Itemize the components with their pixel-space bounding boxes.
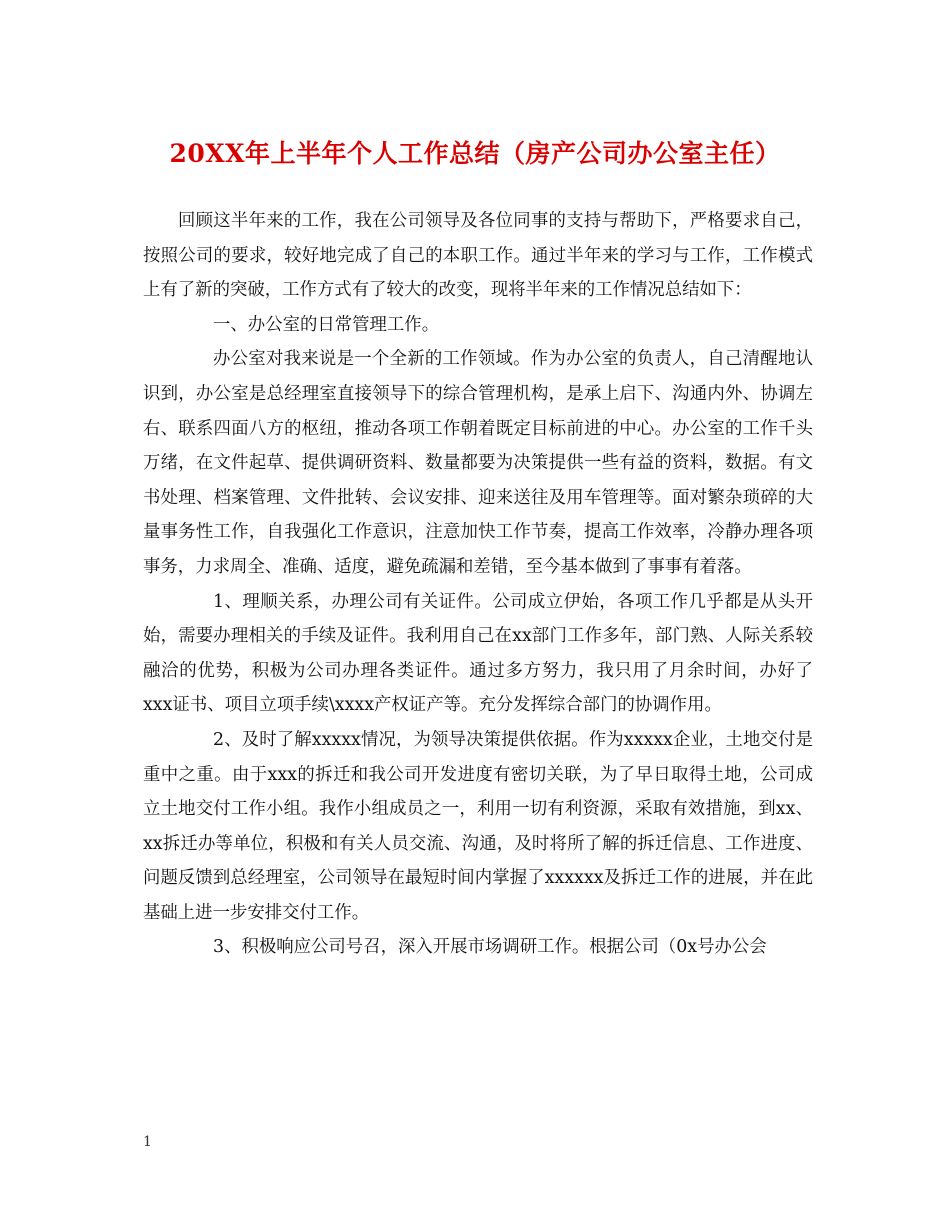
item-1-paragraph: 1、理顺关系，办理公司有关证件。公司成立伊始，各项工作几乎都是从头开始，需要办理相关的手续及证件。我利用自己在xx部门工作多年，部门熟、人际关系较融洽的优势，积极为公司办理各类证件。通过多方努力，我只用了月余时间，办好了xxx证书、项目立项手续\xxxx产权证产等。充分发挥综合部门的协调作用。 xyxy=(143,591,813,716)
intro-paragraph: 回顾这半年来的工作，我在公司领导及各位同事的支持与帮助下，严格要求自己，按照公司的要求，较好地完成了自己的本职工作。通过半年来的学习与工作，工作模式上有了新的突破，工作方式有了较大的改变，现将半年来的工作情况总结如下： xyxy=(143,211,813,301)
item-3-paragraph: 3、积极响应公司号召，深入开展市场调研工作。根据公司（0x号办公会 xyxy=(213,937,767,958)
section-heading-office-management: 一、办公室的日常管理工作。 xyxy=(213,314,440,335)
item-2-paragraph: 2、及时了解xxxxx情况，为领导决策提供依据。作为xxxxx企业，土地交付是重中之重。由于xxx的拆迁和我公司开发进度有密切关联，为了早日取得土地，公司成立土地交付工作小组。我作小组成员之一，利用一切有利资源，采取有效措施，到xx、xx拆迁办等单位，积极和有关人员交流、沟通，及时将所了解的拆迁信息、工作进度、问题反馈到总经理室，公司领导在最短时间内掌握了xxxxxx及拆迁工作的进展，并在此基础上进一步安排交付工作。 xyxy=(143,729,813,923)
page-number: 1 xyxy=(143,1134,152,1150)
office-management-paragraph: 办公室对我来说是一个全新的工作领域。作为办公室的负责人，自己清醒地认识到，办公室是总经理室直接领导下的综合管理机构，是承上启下、沟通内外、协调左右、联系四面八方的枢纽，推动各项工作朝着既定目标前进的中心。办公室的工作千头万绪，在文件起草、提供调研资料、数量都要为决策提供一些有益的资料，数据。有文书处理、档案管理、文件批转、会议安排、迎来送往及用车管理等。面对繁杂琐碎的大量事务性工作，自我强化工作意识，注意加快工作节奏，提高工作效率，冷静办理各项事务，力求周全、准确、适度，避免疏漏和差错，至今基本做到了事事有着落。 xyxy=(143,349,813,577)
document-body xyxy=(143,204,813,965)
document-title: 20XX年上半年个人工作总结（房产公司办公室主任） xyxy=(169,139,781,168)
